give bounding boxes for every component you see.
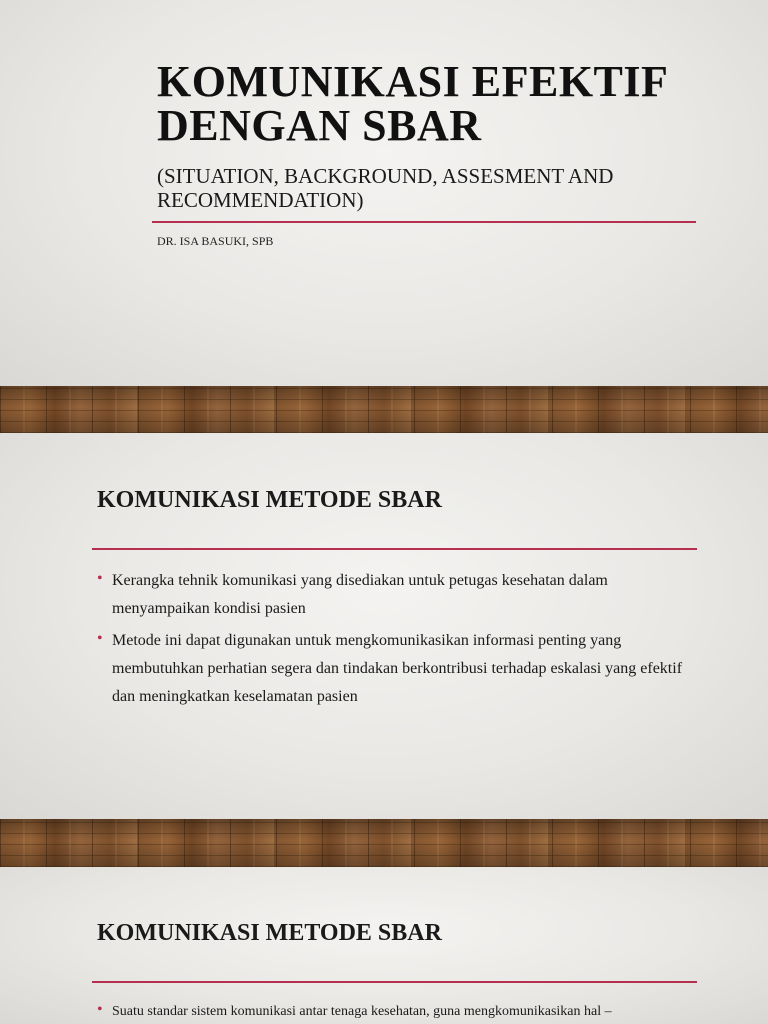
wood-floor-decoration-2 bbox=[0, 819, 768, 867]
slide-2-bullet-item bbox=[97, 627, 697, 711]
slide-3-divider bbox=[92, 981, 697, 983]
slide-2-divider bbox=[92, 548, 697, 550]
slide-1 bbox=[0, 0, 768, 386]
slide-2-heading: KOMUNIKASI METODE SBAR bbox=[97, 487, 442, 513]
slide-3-heading: KOMUNIKASI METODE SBAR bbox=[97, 920, 442, 946]
slide-2-bullet-item bbox=[97, 567, 697, 623]
bullet-text: Metode ini dapat digunakan untuk mengkomunikasikan informasi penting yang membutuhkan perhatian segera dan tindakan berkontribusi terhadap eskalasi yang efektif dan meningkatkan keselamatan pasien bbox=[112, 632, 683, 705]
bullet-text: Kerangka tehnik komunikasi yang disediakan untuk petugas kesehatan dalam menyampaikan kondisi pasien bbox=[112, 572, 608, 617]
slide-3-bullet-item bbox=[97, 998, 697, 1024]
slide-2-bullet-list bbox=[97, 567, 697, 715]
slide-3 bbox=[0, 867, 768, 1024]
slide-1-author: DR. ISA BASUKI, SPB bbox=[157, 234, 274, 248]
wood-floor-decoration-1 bbox=[0, 386, 768, 433]
slide-1-divider bbox=[152, 221, 696, 223]
slide-2 bbox=[0, 433, 768, 819]
slide-1-title: KOMUNIKASI EFEKTIF DENGAN SBAR bbox=[157, 57, 667, 150]
slide-3-bullet-list bbox=[97, 998, 697, 1024]
bullet-dot-icon: • bbox=[97, 570, 103, 587]
bullet-dot-icon: • bbox=[97, 1001, 103, 1018]
bullet-text: Suatu standar sistem komunikasi antar tenaga kesehatan, guna mengkomunikasikan hal – bbox=[112, 1004, 612, 1019]
bullet-dot-icon: • bbox=[97, 630, 103, 647]
slide-1-subtitle: (SITUATION, BACKGROUND, ASSESMENT AND RECOMMENDATION) bbox=[157, 164, 614, 212]
